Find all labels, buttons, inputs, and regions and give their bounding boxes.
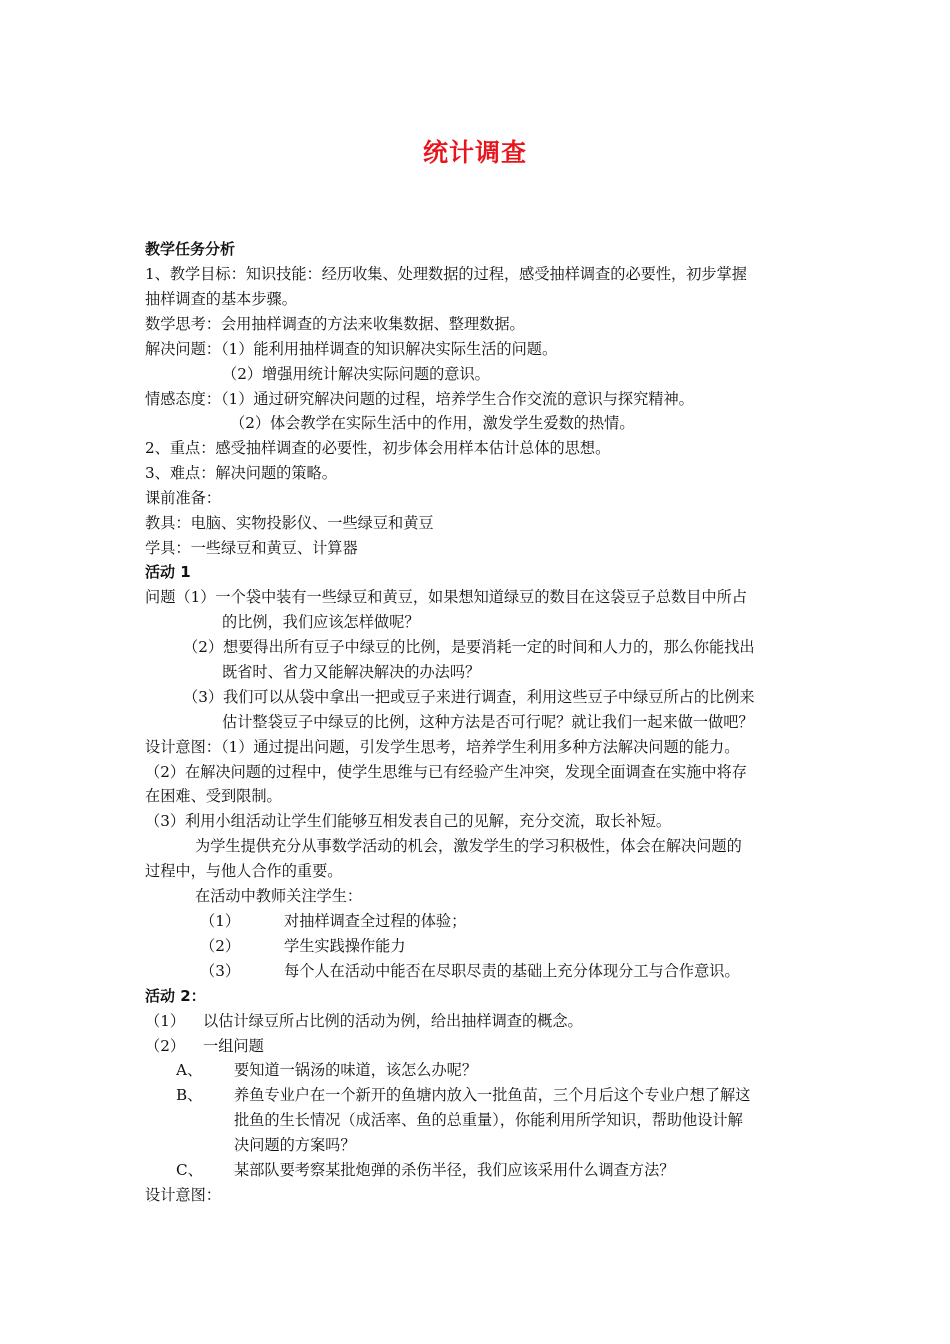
text-line: 数学思考：会用抽样调查的方法来收集数据、整理数据。	[145, 315, 525, 333]
section-heading-activity-1: 活动 1	[145, 563, 191, 581]
list-text: 对抽样调查全过程的体验；	[284, 912, 467, 930]
list-item-continuation: 批鱼的生长情况（成活率、鱼的总重量），你能利用所学知识，帮助他设计解	[234, 1111, 743, 1129]
text-line: （2）想要得出所有豆子中绿豆的比例，是要消耗一定的时间和人力的，那么你能找出	[183, 638, 755, 656]
list-number: （1）	[200, 912, 241, 930]
text-line: 估计整袋豆子中绿豆的比例，这种方法是否可行呢？就让我们一起来做一做吧？	[222, 713, 754, 731]
text-line: 1、教学目标：知识技能：经历收集、处理数据的过程，感受抽样调查的必要性，初步掌握	[145, 265, 747, 283]
list-item	[145, 1011, 825, 1031]
text-line: （3）利用小组活动让学生们能够互相发表自己的见解，充分交流，取长补短。	[145, 812, 672, 830]
list-item	[200, 936, 880, 956]
text-line: （3）我们可以从袋中拿出一把或豆子来进行调查，利用这些豆子中绿豆所占的比例来	[183, 688, 755, 706]
list-item-continuation: 决问题的方案吗？	[234, 1136, 356, 1154]
list-item	[200, 911, 880, 931]
text-line: 情感态度：（1）通过研究解决问题的过程，培养学生合作交流的意识与探究精神。	[145, 390, 694, 408]
list-item	[176, 1160, 856, 1180]
list-text: 每个人在活动中能否在尽职尽责的基础上充分体现分工与合作意识。	[284, 962, 740, 980]
list-text: 学生实践操作能力	[284, 937, 406, 955]
list-text: 一组问题	[203, 1037, 264, 1055]
list-text: 以估计绿豆所占比例的活动为例，给出抽样调查的概念。	[203, 1012, 583, 1030]
text-line: 设计意图：	[145, 1186, 221, 1204]
text-line: 的比例，我们应该怎样做呢？	[222, 613, 420, 631]
list-number: （3）	[200, 962, 241, 980]
text-line: 3、难点：解决问题的策略。	[145, 464, 337, 482]
list-number: B、	[176, 1086, 203, 1104]
text-line: （2）增强用统计解决实际问题的意识。	[222, 365, 490, 383]
text-line: （2）在解决问题的过程中，使学生思维与已有经验产生冲突，发现全面调查在实施中将存	[145, 763, 747, 781]
text-line: 抽样调查的基本步骤。	[145, 290, 297, 308]
list-number: A、	[176, 1061, 203, 1079]
list-text: 某部队要考察某批炮弹的杀伤半径，我们应该采用什么调查方法？	[234, 1161, 675, 1179]
text-line: 设计意图：（1）通过提出问题，引发学生思考，培养学生利用多种方法解决问题的能力。	[145, 738, 740, 756]
text-line: 过程中，与他人合作的重要。	[145, 862, 343, 880]
text-line: 教具：电脑、实物投影仪、一些绿豆和黄豆	[145, 514, 434, 532]
document-title: 统计调查	[422, 138, 527, 167]
text-line: 课前准备：	[145, 489, 221, 507]
text-line: 既省时、省力又能解决解决的办法吗？	[222, 663, 481, 681]
list-item	[200, 961, 880, 981]
text-line: （2）体会教学在实际生活中的作用，激发学生爱数的热情。	[230, 414, 635, 432]
text-line: 2、重点：感受抽样调查的必要性，初步体会用样本估计总体的思想。	[145, 439, 611, 457]
list-item	[176, 1085, 856, 1105]
text-line: 在活动中教师关注学生：	[195, 887, 363, 905]
list-number: C、	[176, 1161, 203, 1179]
section-heading-activity-2: 活动 2：	[145, 987, 206, 1005]
text-line: 解决问题：（1）能利用抽样调查的知识解决实际生活的问题。	[145, 340, 558, 358]
text-line: 在困难、受到限制。	[145, 787, 282, 805]
text-line: 学具：一些绿豆和黄豆、计算器	[145, 539, 358, 557]
list-text: 养鱼专业户在一个新开的鱼塘内放入一批鱼苗，三个月后这个专业户想了解这	[234, 1086, 751, 1104]
text-line: 问题（1）一个袋中装有一些绿豆和黄豆，如果想知道绿豆的数目在这袋豆子总数目中所占	[145, 588, 747, 606]
list-text: 要知道一锅汤的味道，该怎么办呢？	[234, 1061, 477, 1079]
list-item	[176, 1060, 856, 1080]
list-item	[145, 1036, 825, 1056]
list-number: （1）	[145, 1012, 186, 1030]
list-number: （2）	[145, 1037, 186, 1055]
text-line: 为学生提供充分从事数学活动的机会，激发学生的学习积极性，体会在解决问题的	[195, 837, 742, 855]
section-heading-task-analysis: 教学任务分析	[145, 240, 236, 258]
list-number: （2）	[200, 937, 241, 955]
